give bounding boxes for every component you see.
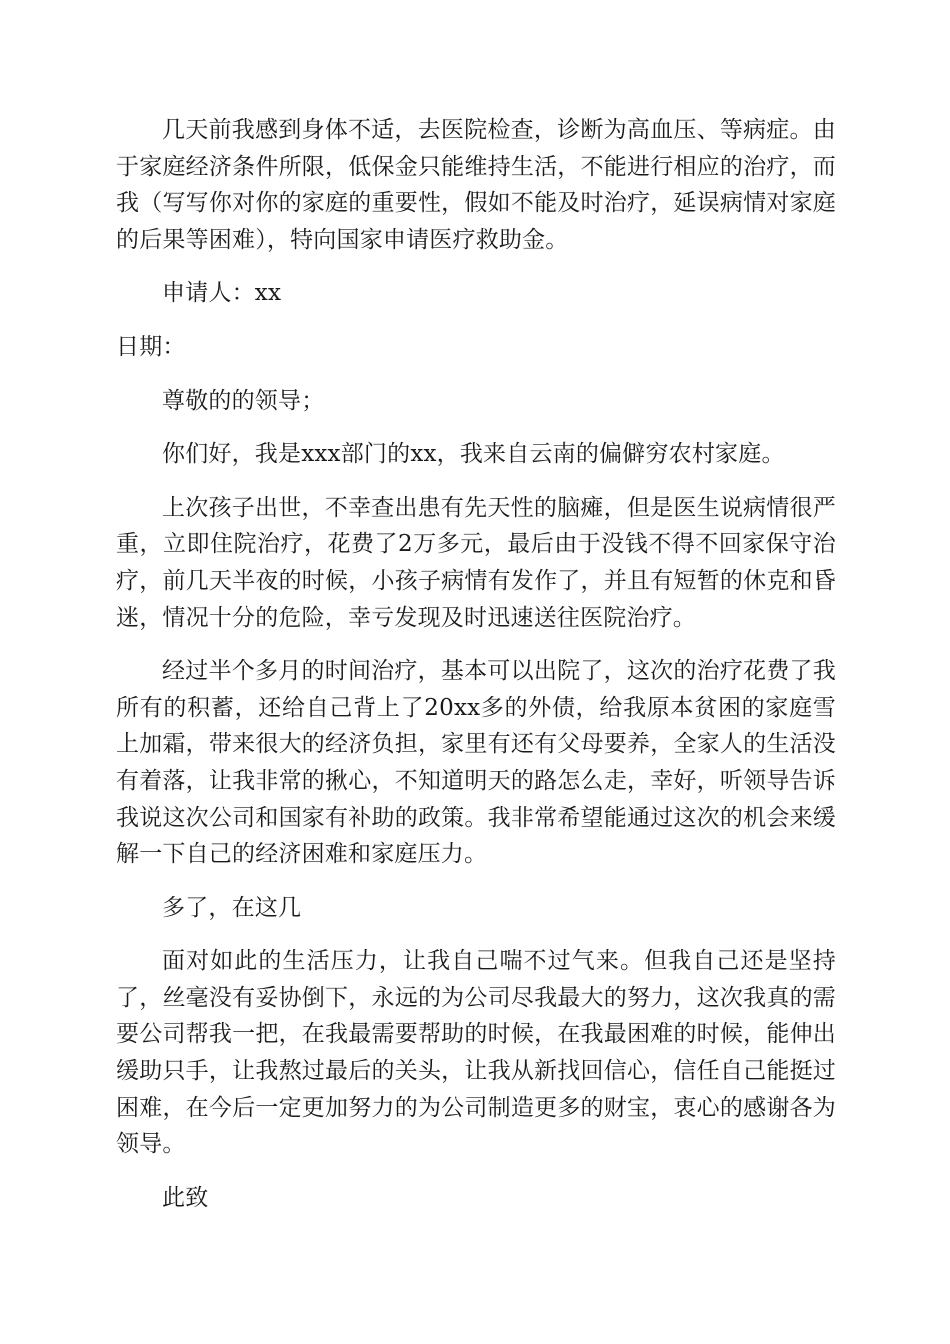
paragraph-expenses: 经过半个多月的时间治疗，基本可以出院了，这次的治疗花费了我所有的积蓄，还给自己背上了20xx多的外债，给我原本贫困的家庭雪上加霜，带来很大的经济负担，家里有还有父母要养，全家人的生活没有着落，让我非常的揪心，不知道明天的路怎么走，幸好，听领导告诉我说这次公司和国家有补助的政策。我非常希望能通过这次的机会来缓解一下自己的经济困难和家庭压力。 bbox=[116, 658, 836, 868]
paragraph-greeting: 你们好，我是xxx部门的xx，我来自云南的偏僻穷农村家庭。 bbox=[162, 441, 785, 468]
paragraph-pressure: 面对如此的生活压力，让我自己喘不过气来。但我自己还是坚持了，丝毫没有妥协倒下，永远的为公司尽我最大的努力，这次我真的需要公司帮我一把，在我最需要帮助的时候，在我最困难的时候，能伸出缓助只手，让我熬过最后的关头，让我从新找回信心，信任自己能挺过困难，在今后一定更加努力的为公司制造更多的财宝，衷心的感谢各为领导。 bbox=[116, 948, 836, 1158]
document-body bbox=[116, 112, 836, 1216]
paragraph-fragment: 多了，在这几 bbox=[162, 894, 302, 921]
paragraph-applicant: 申请人：xx bbox=[162, 280, 282, 307]
paragraph-date: 日期： bbox=[116, 333, 186, 360]
paragraph-salutation: 尊敬的的领导； bbox=[162, 387, 325, 414]
paragraph-diagnosis: 几天前我感到身体不适，去医院检查，诊断为高血压、等病症。由于家庭经济条件所限，低保金只能维持生活，不能进行相应的治疗，而我（写写你对你的家庭的重要性，假如不能及时治疗，延误病情对家庭的后果等困难），特向国家申请医疗救助金。 bbox=[116, 117, 836, 253]
paragraph-child-illness: 上次孩子出世，不幸查出患有先天性的脑瘫，但是医生说病情很严重，立即住院治疗，花费了2万多元，最后由于没钱不得不回家保守治疗，前几天半夜的时候，小孩子病情有发作了，并且有短暂的休克和昏迷，情况十分的危险，幸亏发现及时迅速送往医院治疗。 bbox=[116, 494, 836, 631]
paragraph-closing: 此致 bbox=[162, 1184, 209, 1211]
